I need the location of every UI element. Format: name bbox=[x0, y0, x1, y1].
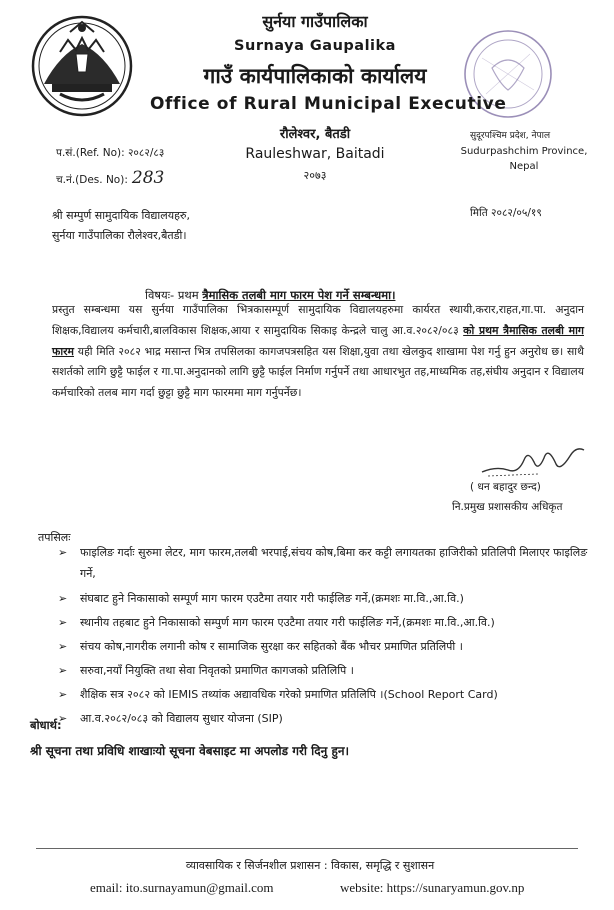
arrow-bullet-icon: ➢ bbox=[58, 639, 68, 653]
province-line: Sudurpashchim Province, bbox=[460, 146, 588, 157]
footer-website: website: https://sunaryamun.gov.np bbox=[340, 880, 525, 895]
list-item bbox=[52, 637, 597, 657]
footer-divider bbox=[36, 848, 578, 849]
province-english bbox=[458, 144, 590, 174]
place-english: Rauleshwar, Baitadi bbox=[245, 146, 385, 162]
list-item bbox=[52, 661, 597, 681]
tapasil-heading: तपसिलः bbox=[38, 531, 71, 544]
place-nepali: रौलेश्वर, बैतडी bbox=[279, 127, 351, 142]
subject-text: त्रैमासिक तलबी माग फारम पेश गर्ने सम्बन्धमा। bbox=[202, 288, 396, 302]
executive-office-nepali: गाउँ कार्यपालिकाको कार्यालय bbox=[203, 64, 427, 88]
bodharth-heading: बोधार्थ: bbox=[30, 718, 62, 732]
dispatch-number bbox=[56, 168, 164, 188]
bodharth-line: श्री सूचना तथा प्रविधि शाखाःयो सूचना वेबसाइट मा अपलोड गरी दिनु हुन। bbox=[30, 744, 350, 758]
list-item bbox=[52, 709, 597, 729]
dispatch-label: च.नं.(Des. No): bbox=[56, 174, 128, 186]
body-part-2: यही मिति २०८२ भाद्र मसान्त भित्र तपसिलका कागजपत्रसहित यस शिक्षा,युवा तथा खेलकुद शाखामा पेश गर्नु हुन अनुरोध छ। साथै सशर्तको लागि छुट्टै फाईल र गा.पा.अनुदानको लागि छुट्टै फाईल निर्माण गर्नुपर्ने तथा आधारभुत तह,माध्यमिक तह,संघीय अनुदान र विद्यालय कर्मचारिको तलब माग गर्दा छुट्टा छुट्टै माग फारममा माग गर्नुपर्नेछ। bbox=[52, 344, 584, 400]
arrow-bullet-icon: ➢ bbox=[58, 711, 68, 725]
list-item-text: आ.व.२०८२/०८३ को विद्यालय सुधार योजना (SIP) bbox=[80, 711, 283, 725]
footer-email: email: ito.surnayamun@gmail.com bbox=[90, 880, 274, 895]
body-bold-phrase: को प्रथम त्रैमासिक तलबी माग फारम bbox=[52, 323, 584, 358]
signatory-name: ( धन बहादुर छन्द) bbox=[470, 481, 541, 493]
executive-office-english: Office of Rural Municipal Executive bbox=[150, 94, 507, 114]
list-item bbox=[52, 613, 597, 633]
dispatch-value: 283 bbox=[131, 168, 165, 188]
list-item-text: संघबाट हुने निकासाको सम्पूर्ण माग फारम एउटैमा तयार गरी फाईलिङ गर्ने,(क्रमशः मा.वि.,आ.वि.) bbox=[80, 591, 464, 605]
body-paragraph bbox=[52, 300, 584, 404]
office-name-english: Surnaya Gaupalika bbox=[234, 38, 396, 54]
province-nepali: सुदूरपश्चिम प्रदेश, नेपाल bbox=[470, 131, 551, 141]
arrow-bullet-icon: ➢ bbox=[58, 591, 68, 605]
established-year: २०७३ bbox=[303, 169, 327, 182]
nepal-emblem-icon bbox=[30, 14, 134, 118]
signature-icon bbox=[478, 436, 588, 480]
footer-motto: व्यावसायिक र सिर्जनशील प्रशासन : विकास, समृद्धि र सुशासन bbox=[185, 859, 435, 872]
arrow-bullet-icon: ➢ bbox=[58, 687, 68, 701]
tapasil-list bbox=[52, 543, 597, 733]
arrow-bullet-icon: ➢ bbox=[58, 663, 68, 677]
list-item bbox=[52, 543, 597, 584]
addressee-line-2: सुर्नया गाउँपालिका रौलेश्वर,बैतडी। bbox=[52, 229, 187, 242]
list-item-text: शैक्षिक सत्र २०८२ को IEMIS तथ्यांक अद्यावधिक गरेको प्रमाणित प्रतिलिपि ।(School Report Card) bbox=[80, 687, 498, 701]
list-item-text: संचय कोष,नागरीक लगानी कोष र सामाजिक सुरक्षा कर सहितको बैंक भौचर प्रमाणित प्रतिलिपी । bbox=[80, 639, 463, 653]
arrow-bullet-icon: ➢ bbox=[58, 546, 68, 559]
list-item-text: सरुवा,नयाँ नियुक्ति तथा सेवा निवृतको प्रमाणित कागजको प्रतिलिपि । bbox=[80, 663, 354, 677]
list-item bbox=[52, 589, 597, 609]
signatory-title: नि.प्रमुख प्रशासकीय अधिकृत bbox=[452, 501, 563, 513]
list-item-text: फाइलिङ गर्दाः सुरुमा लेटर, माग फारम,तलबी भरपाई,संचय कोष,बिमा कर कट्टी लगायतका हाजिरीको प्रतिलिपी मिलाएर फाइलिङ गर्ने, bbox=[80, 546, 588, 580]
reference-number: प.सं.(Ref. No): २०८२/८३ bbox=[56, 147, 165, 159]
body-part-1: प्रस्तुत सम्बन्धमा यस सुर्नया गाउँपालिका भित्रकासम्पूर्ण सामुदायिक विद्यालयहरुमा कार्यरत स्थायी,करार,राहत,गा.पा. अनुदान शिक्षक,विद्यालय कर्मचारी,बालविकास शिक्षक,आया र सामुदायिक सिकाइ केन्द्रले चालु आ.व.२०८२/०८३ bbox=[52, 303, 584, 337]
addressee-line-1: श्री सम्पुर्ण सामुदायिक विद्यालयहरु, bbox=[52, 209, 190, 222]
list-item-text: स्थानीय तहबाट हुने निकासाको सम्पुर्ण माग फारम एउटैमा तयार गरी फाईलिङ गर्ने,(क्रमशः मा.वि.,आ.वि.) bbox=[80, 615, 495, 629]
arrow-bullet-icon: ➢ bbox=[58, 615, 68, 629]
letter-date: मिति २०८२/०५/१९ bbox=[470, 207, 542, 219]
country-line: Nepal bbox=[509, 161, 539, 172]
list-item bbox=[52, 685, 597, 705]
office-name-nepali: सुर्नया गाउँपालिका bbox=[262, 12, 368, 31]
subject-prefix: विषयः- प्रथम bbox=[145, 288, 203, 302]
